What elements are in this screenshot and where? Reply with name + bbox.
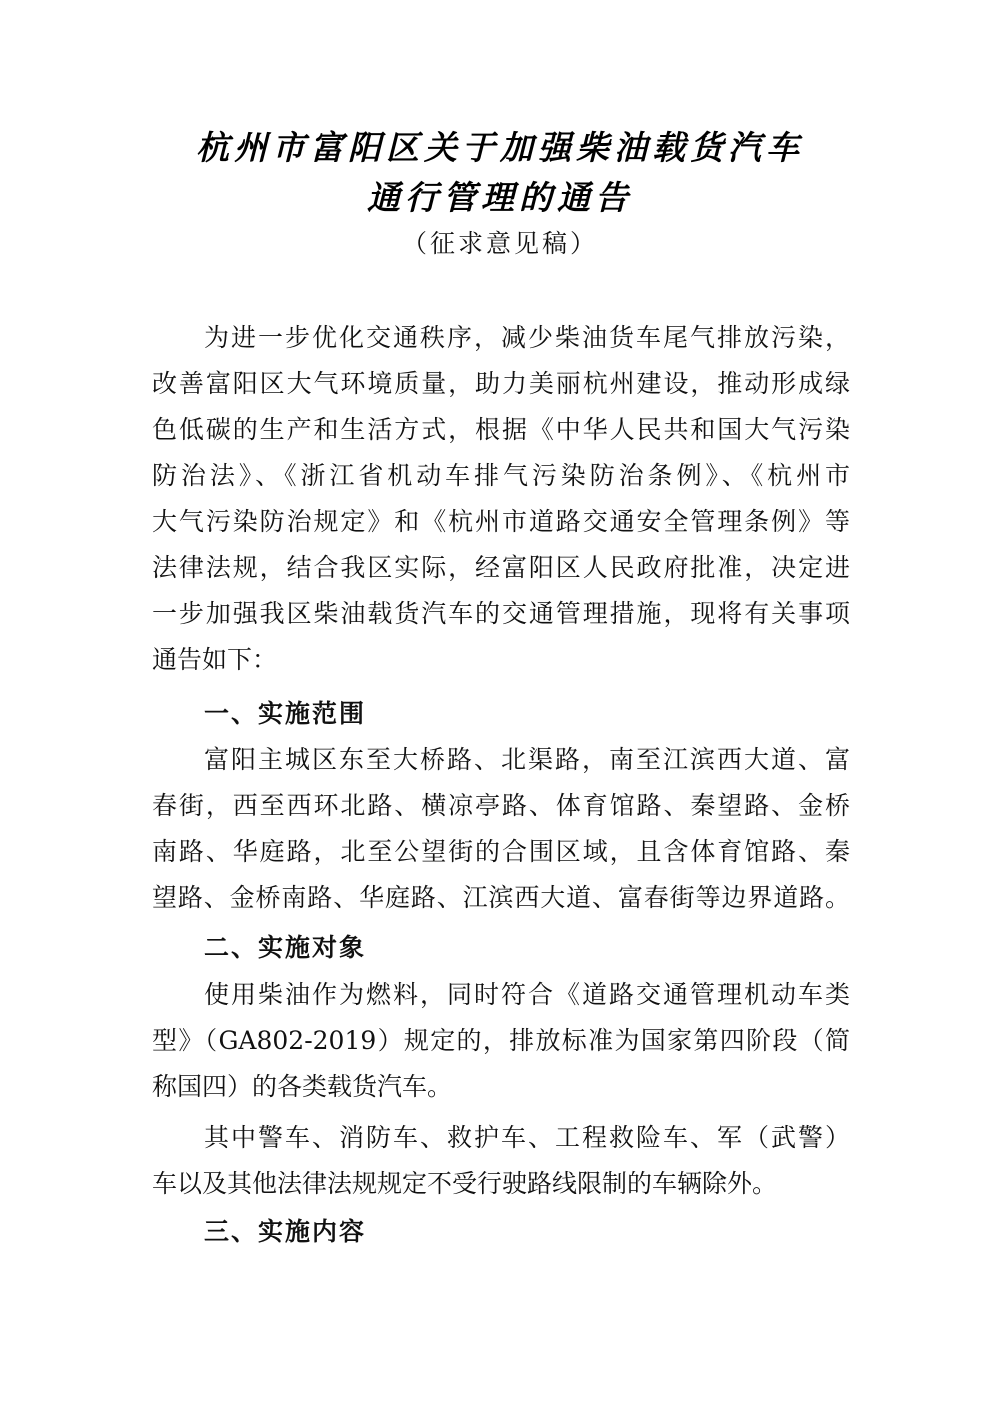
intro-line: 一步加强我区柴油载货汽车的交通管理措施，现将有关事项 bbox=[152, 599, 850, 628]
document-title-line-1: 杭州市富阳区关于加强柴油载货汽车 bbox=[196, 128, 804, 167]
intro-line: 防治法》、《浙江省机动车排气污染防治条例》、《杭州市 bbox=[152, 461, 850, 490]
intro-line: 改善富阳区大气环境质量，助力美丽杭州建设，推动形成绿 bbox=[152, 369, 850, 398]
section-2-line: 型》（GA802-2019）规定的，排放标准为国家第四阶段（简 bbox=[152, 1026, 850, 1055]
section-2-line: 其中警车、消防车、救护车、工程救险车、军（武警） bbox=[204, 1123, 850, 1152]
section-heading-target: 二、实施对象 bbox=[204, 933, 367, 962]
intro-line: 为进一步优化交通秩序，减少柴油货车尾气排放污染， bbox=[204, 323, 850, 352]
document-title-line-2: 通行管理的通告 bbox=[367, 178, 633, 217]
document-subtitle: （征求意见稿） bbox=[401, 229, 598, 258]
section-1-line: 富阳主城区东至大桥路、北渠路，南至江滨西大道、富 bbox=[204, 745, 850, 774]
intro-line: 色低碳的生产和生活方式，根据《中华人民共和国大气污染 bbox=[152, 415, 850, 444]
section-heading-scope: 一、实施范围 bbox=[204, 699, 367, 728]
section-1-line: 春街，西至西环北路、横凉亭路、体育馆路、秦望路、金桥 bbox=[152, 791, 850, 820]
section-2-line: 称国四）的各类载货汽车。 bbox=[152, 1072, 453, 1101]
section-1-line: 望路、金桥南路、华庭路、江滨西大道、富春街等边界道路。 bbox=[152, 883, 850, 912]
section-heading-content: 三、实施内容 bbox=[204, 1217, 367, 1246]
intro-line: 大气污染防治规定》和《杭州市道路交通安全管理条例》等 bbox=[152, 507, 850, 536]
section-2-line: 车以及其他法律法规规定不受行驶路线限制的车辆除外。 bbox=[152, 1169, 778, 1198]
section-2-line: 使用柴油作为燃料，同时符合《道路交通管理机动车类 bbox=[204, 980, 850, 1009]
section-1-line: 南路、华庭路，北至公望街的合围区域，且含体育馆路、秦 bbox=[152, 837, 850, 866]
intro-line: 法律法规，结合我区实际，经富阳区人民政府批准，决定进 bbox=[152, 553, 850, 582]
intro-line: 通告如下： bbox=[152, 645, 278, 674]
